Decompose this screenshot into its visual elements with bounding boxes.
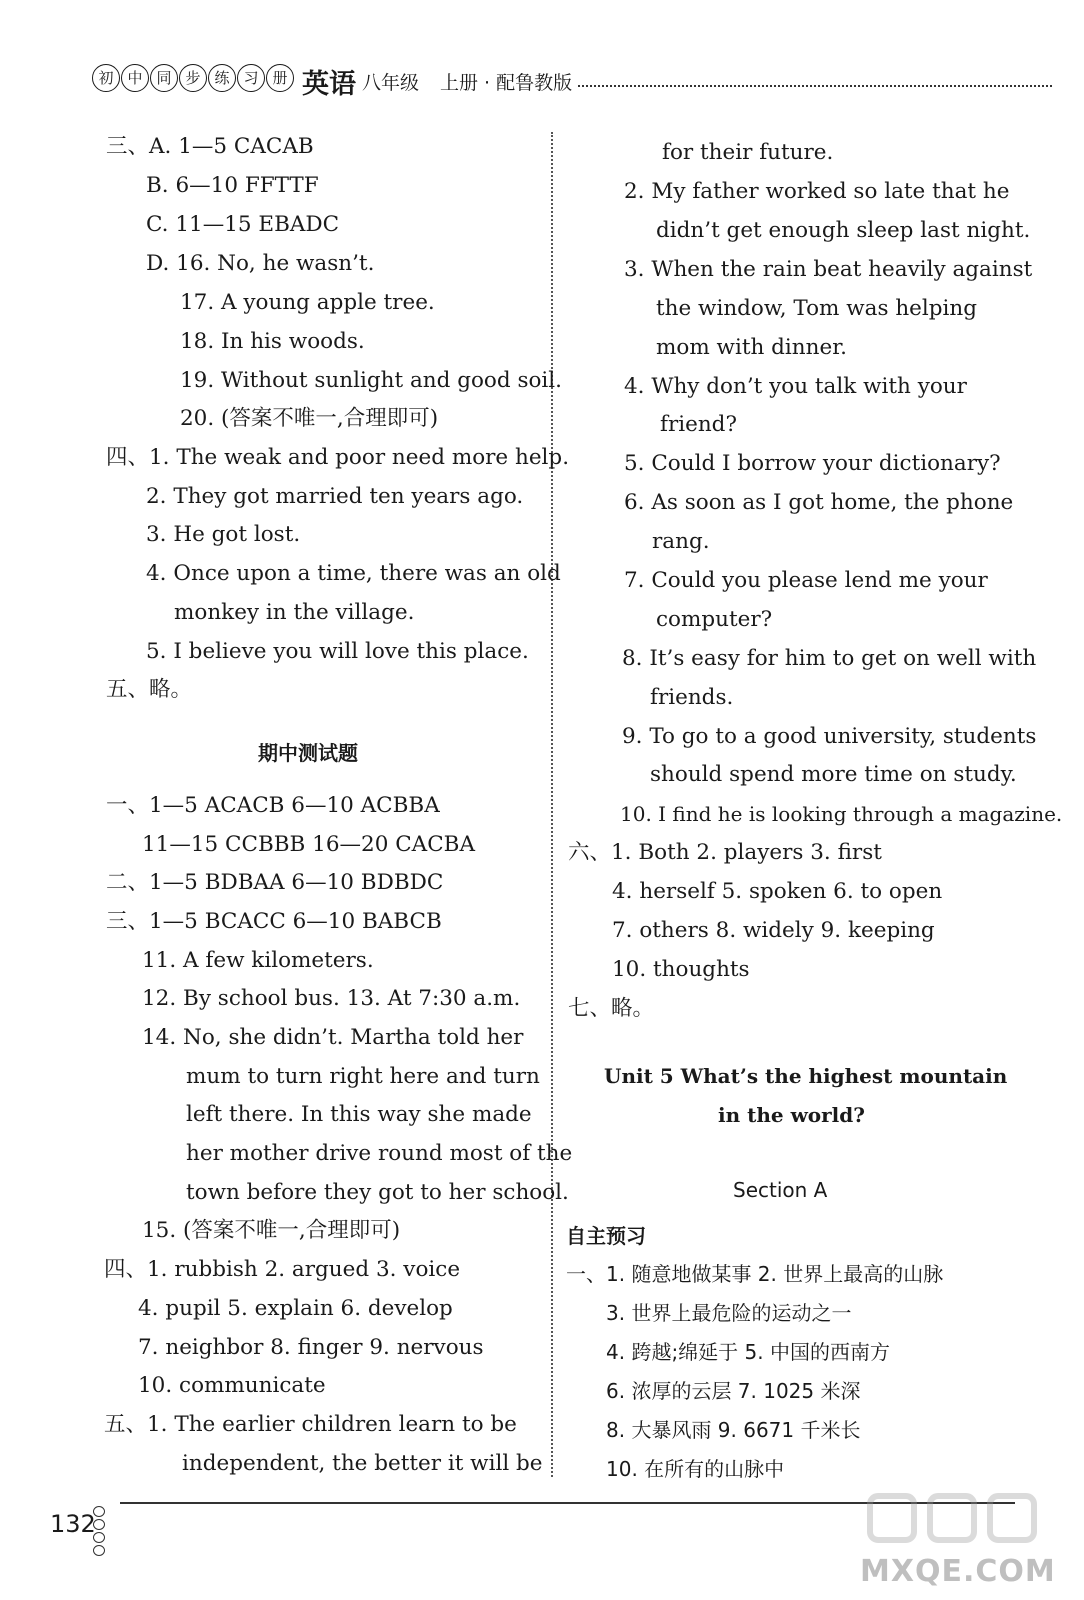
answer-line: 4. herself 5. spoken 6. to open (612, 879, 943, 904)
page-number: 132 (50, 1510, 96, 1538)
answer-line: D. 16. No, he wasn’t. (146, 251, 375, 276)
answer-line: 4. pupil 5. explain 6. develop (138, 1296, 453, 1321)
answer-line: friends. (650, 685, 734, 710)
answer-line: 18. In his woods. (180, 329, 365, 354)
footer-decoration (93, 1506, 107, 1556)
answer-line: 20. (答案不唯一,合理即可) (180, 406, 439, 431)
answer-line: 一、1. 随意地做某事 2. 世界上最高的山脉 (566, 1262, 944, 1286)
answer-line: 14. No, she didn’t. Martha told her (142, 1025, 524, 1050)
answer-line: 4. Once upon a time, there was an old (146, 561, 561, 586)
answer-line: C. 11—15 EBADC (146, 212, 340, 237)
answer-line: 2. My father worked so late that he (624, 179, 1010, 204)
answer-line: 四、1. The weak and poor need more help. (106, 445, 570, 470)
series-char: 初 (92, 64, 120, 92)
unit-title: Unit 5 What’s the highest mountain (604, 1064, 1008, 1088)
answer-line: the window, Tom was helping (656, 296, 978, 321)
answer-line: 3. 世界上最危险的运动之一 (606, 1301, 852, 1325)
answer-line: rang. (652, 529, 710, 554)
header-grade: 八年级 (362, 72, 420, 94)
answer-line: friend? (660, 412, 737, 437)
series-char: 中 (121, 64, 149, 92)
subsection-heading: 自主预习 (566, 1224, 646, 1248)
answer-line: 五、1. The earlier children learn to be (104, 1412, 517, 1437)
answer-line: left there. In this way she made (186, 1102, 532, 1127)
answer-line: 8. 大暴风雨 9. 6671 千米长 (606, 1418, 861, 1442)
header-dotted-rule (578, 85, 1052, 87)
answer-line: 10. thoughts (612, 957, 750, 982)
answer-line: 六、1. Both 2. players 3. first (568, 840, 882, 865)
answer-line: 6. 浓厚的云层 7. 1025 米深 (606, 1379, 861, 1403)
answer-line: 五、略。 (106, 677, 193, 702)
answer-line: town before they got to her school. (186, 1180, 569, 1205)
answer-line: 9. To go to a good university, students (622, 724, 1037, 749)
series-logo (92, 64, 294, 92)
answer-line: 七、略。 (568, 996, 655, 1021)
answer-line: 5. Could I borrow your dictionary? (624, 451, 1001, 476)
section-label: Section A (733, 1178, 828, 1202)
answer-line: 一、1—5 ACACB 6—10 ACBBA (106, 793, 440, 818)
series-char: 习 (237, 64, 265, 92)
answer-line: her mother drive round most of the (186, 1141, 573, 1166)
answer-line: computer? (656, 607, 773, 632)
answer-line: mom with dinner. (656, 335, 847, 360)
answer-line: 11. A few kilometers. (142, 948, 374, 973)
answer-line: didn’t get enough sleep last night. (656, 218, 1031, 243)
answer-line: 6. As soon as I got home, the phone (624, 490, 1014, 515)
answer-line: 三、A. 1—5 CACAB (106, 134, 314, 159)
answer-line: 3. When the rain beat heavily against (624, 257, 1033, 282)
series-char: 练 (208, 64, 236, 92)
answer-line: mum to turn right here and turn (186, 1064, 540, 1089)
unit-title-line2: in the world? (718, 1103, 865, 1127)
answer-line: 7. neighbor 8. finger 9. nervous (138, 1335, 484, 1360)
watermark-text: MXQE.COM (860, 1554, 1056, 1589)
answer-line: for their future. (662, 140, 834, 165)
answer-line: 19. Without sunlight and good soil. (180, 368, 563, 393)
series-char: 步 (179, 64, 207, 92)
answer-line: 12. By school bus. 13. At 7:30 a.m. (142, 986, 521, 1011)
answer-line: 5. I believe you will love this place. (146, 639, 529, 664)
page-header (92, 62, 1052, 98)
answer-line: 7. Could you please lend me your (624, 568, 988, 593)
answer-line: 10. 在所有的山脉中 (606, 1457, 785, 1481)
answer-line: 8. It’s easy for him to get on well with (622, 646, 1037, 671)
answer-line: 17. A young apple tree. (180, 290, 435, 315)
answer-line: 15. (答案不唯一,合理即可) (142, 1218, 401, 1243)
answer-line: 2. They got married ten years ago. (146, 484, 524, 509)
header-subject: 英语 (302, 69, 356, 100)
answer-line: B. 6—10 FFTTF (146, 173, 319, 198)
answer-line: 7. others 8. widely 9. keeping (612, 918, 935, 943)
answer-line: independent, the better it will be (182, 1451, 543, 1476)
column-divider (551, 132, 553, 1477)
section-heading-midterm: 期中测试题 (258, 741, 358, 765)
answer-line: 10. I find he is looking through a magazine. (620, 802, 1063, 826)
answer-line: monkey in the village. (174, 600, 415, 625)
header-edition: 上册 · 配鲁教版 (440, 72, 573, 94)
answer-line: 4. Why don’t you talk with your (624, 374, 967, 399)
answer-line: 四、1. rubbish 2. argued 3. voice (104, 1257, 461, 1282)
answer-line: should spend more time on study. (650, 762, 1017, 787)
answer-line: 10. communicate (138, 1373, 326, 1398)
answer-line: 3. He got lost. (146, 522, 301, 547)
answer-line: 4. 跨越;绵延于 5. 中国的西南方 (606, 1340, 890, 1364)
answer-line: 二、1—5 BDBAA 6—10 BDBDC (106, 870, 444, 895)
series-char: 同 (150, 64, 178, 92)
answer-line: 三、1—5 BCACC 6—10 BABCB (106, 909, 442, 934)
answer-line: 11—15 CCBBB 16—20 CACBA (142, 832, 475, 857)
series-char: 册 (266, 64, 294, 92)
